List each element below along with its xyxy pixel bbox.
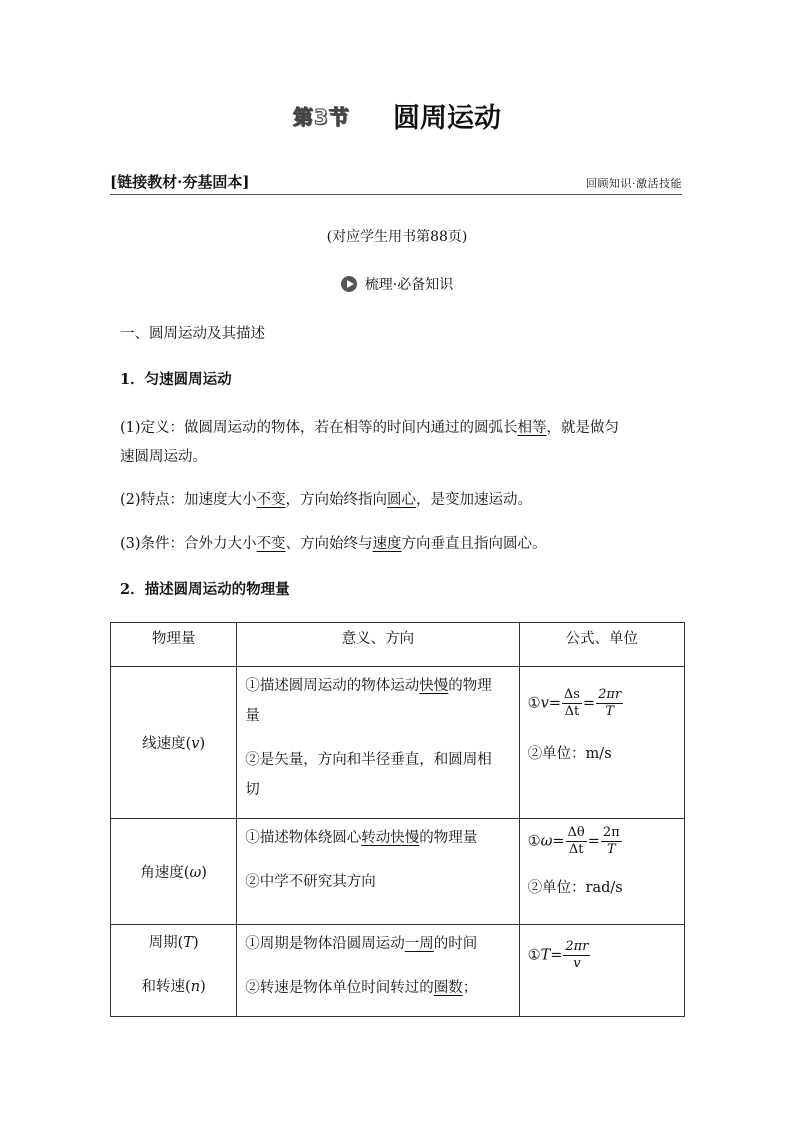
subsection-heading-1: 1．匀速圆周运动 <box>120 371 232 388</box>
title-row <box>0 96 794 136</box>
column-header: 公式、单位 <box>519 623 684 667</box>
section-number: 第3节 <box>292 105 350 129</box>
blank-answer: 不变 <box>256 536 286 552</box>
section-heading-1: 一、圆周运动及其描述 <box>120 326 265 342</box>
unit-label: ②单位：rad/s <box>527 880 623 896</box>
blank-answer: 圆心 <box>387 492 417 508</box>
period-formula: ①T= $\frac{2\pi r}{v}$ <box>527 939 589 971</box>
formula-cell <box>519 925 684 1017</box>
subsection-heading-2: 2．描述圆周运动的物理量 <box>120 581 290 598</box>
table-row <box>111 925 685 1017</box>
quantity-name: 线速度(v) <box>111 667 237 819</box>
angular-velocity-formula: ①ω= $\frac{\Delta\theta}{\Delta t}$ = $\frac{2\pi}{T}$ <box>527 825 620 857</box>
blank-answer: 速度 <box>372 536 402 552</box>
page-title: 圆周运动 <box>393 103 501 134</box>
header-left-label: [链接教材·夯基固本] <box>110 173 250 191</box>
subheading-label: 梳理·必备知识 <box>364 277 454 293</box>
meaning-cell: ①描述物体绕圆心转动快慢的物理量 ②中学不研究其方向 <box>237 819 519 925</box>
blank-answer: 不变 <box>256 492 286 508</box>
meaning-cell: ①描述圆周运动的物体运动快慢的物理 量 ②是矢量，方向和半径垂直，和圆周相 切 <box>237 667 519 819</box>
header-right-label: 回顾知识·激活技能 <box>586 177 682 190</box>
formula-cell <box>519 667 684 819</box>
quantity-name: 周期(T) 和转速(n) <box>111 925 237 1017</box>
play-icon <box>341 276 357 292</box>
table-row <box>111 667 685 819</box>
unit-label: ②单位：m/s <box>527 746 612 762</box>
page-reference: (对应学生用书第88页) <box>326 229 468 245</box>
column-header: 物理量 <box>111 623 237 667</box>
quantity-name: 角速度(ω) <box>111 819 237 925</box>
velocity-formula: ①v= $\frac{\Delta s}{\Delta t}$ = $\frac{2\pi r}{T}$ <box>527 687 622 719</box>
paragraph-definition: (1)定义：做圆周运动的物体，若在相等的时间内通过的圆弧长相等，就是做匀 速圆周运动。 <box>120 420 620 465</box>
column-header: 意义、方向 <box>237 623 519 667</box>
section-header-bar <box>110 170 682 195</box>
subheading <box>0 274 794 294</box>
meaning-cell: ①周期是物体沿圆周运动一周的时间 ②转速是物体单位时间转过的圈数； <box>237 925 519 1017</box>
formula-cell <box>519 819 684 925</box>
quantities-table <box>110 622 685 1017</box>
paragraph-conditions: (3)条件：合外力大小不变、方向始终与速度方向垂直且指向圆心。 <box>120 536 547 552</box>
blank-answer: 相等 <box>517 420 547 436</box>
paragraph-features: (2)特点：加速度大小不变，方向始终指向圆心，是变加速运动。 <box>120 492 533 508</box>
table-row <box>111 819 685 925</box>
table-header-row <box>111 623 685 667</box>
